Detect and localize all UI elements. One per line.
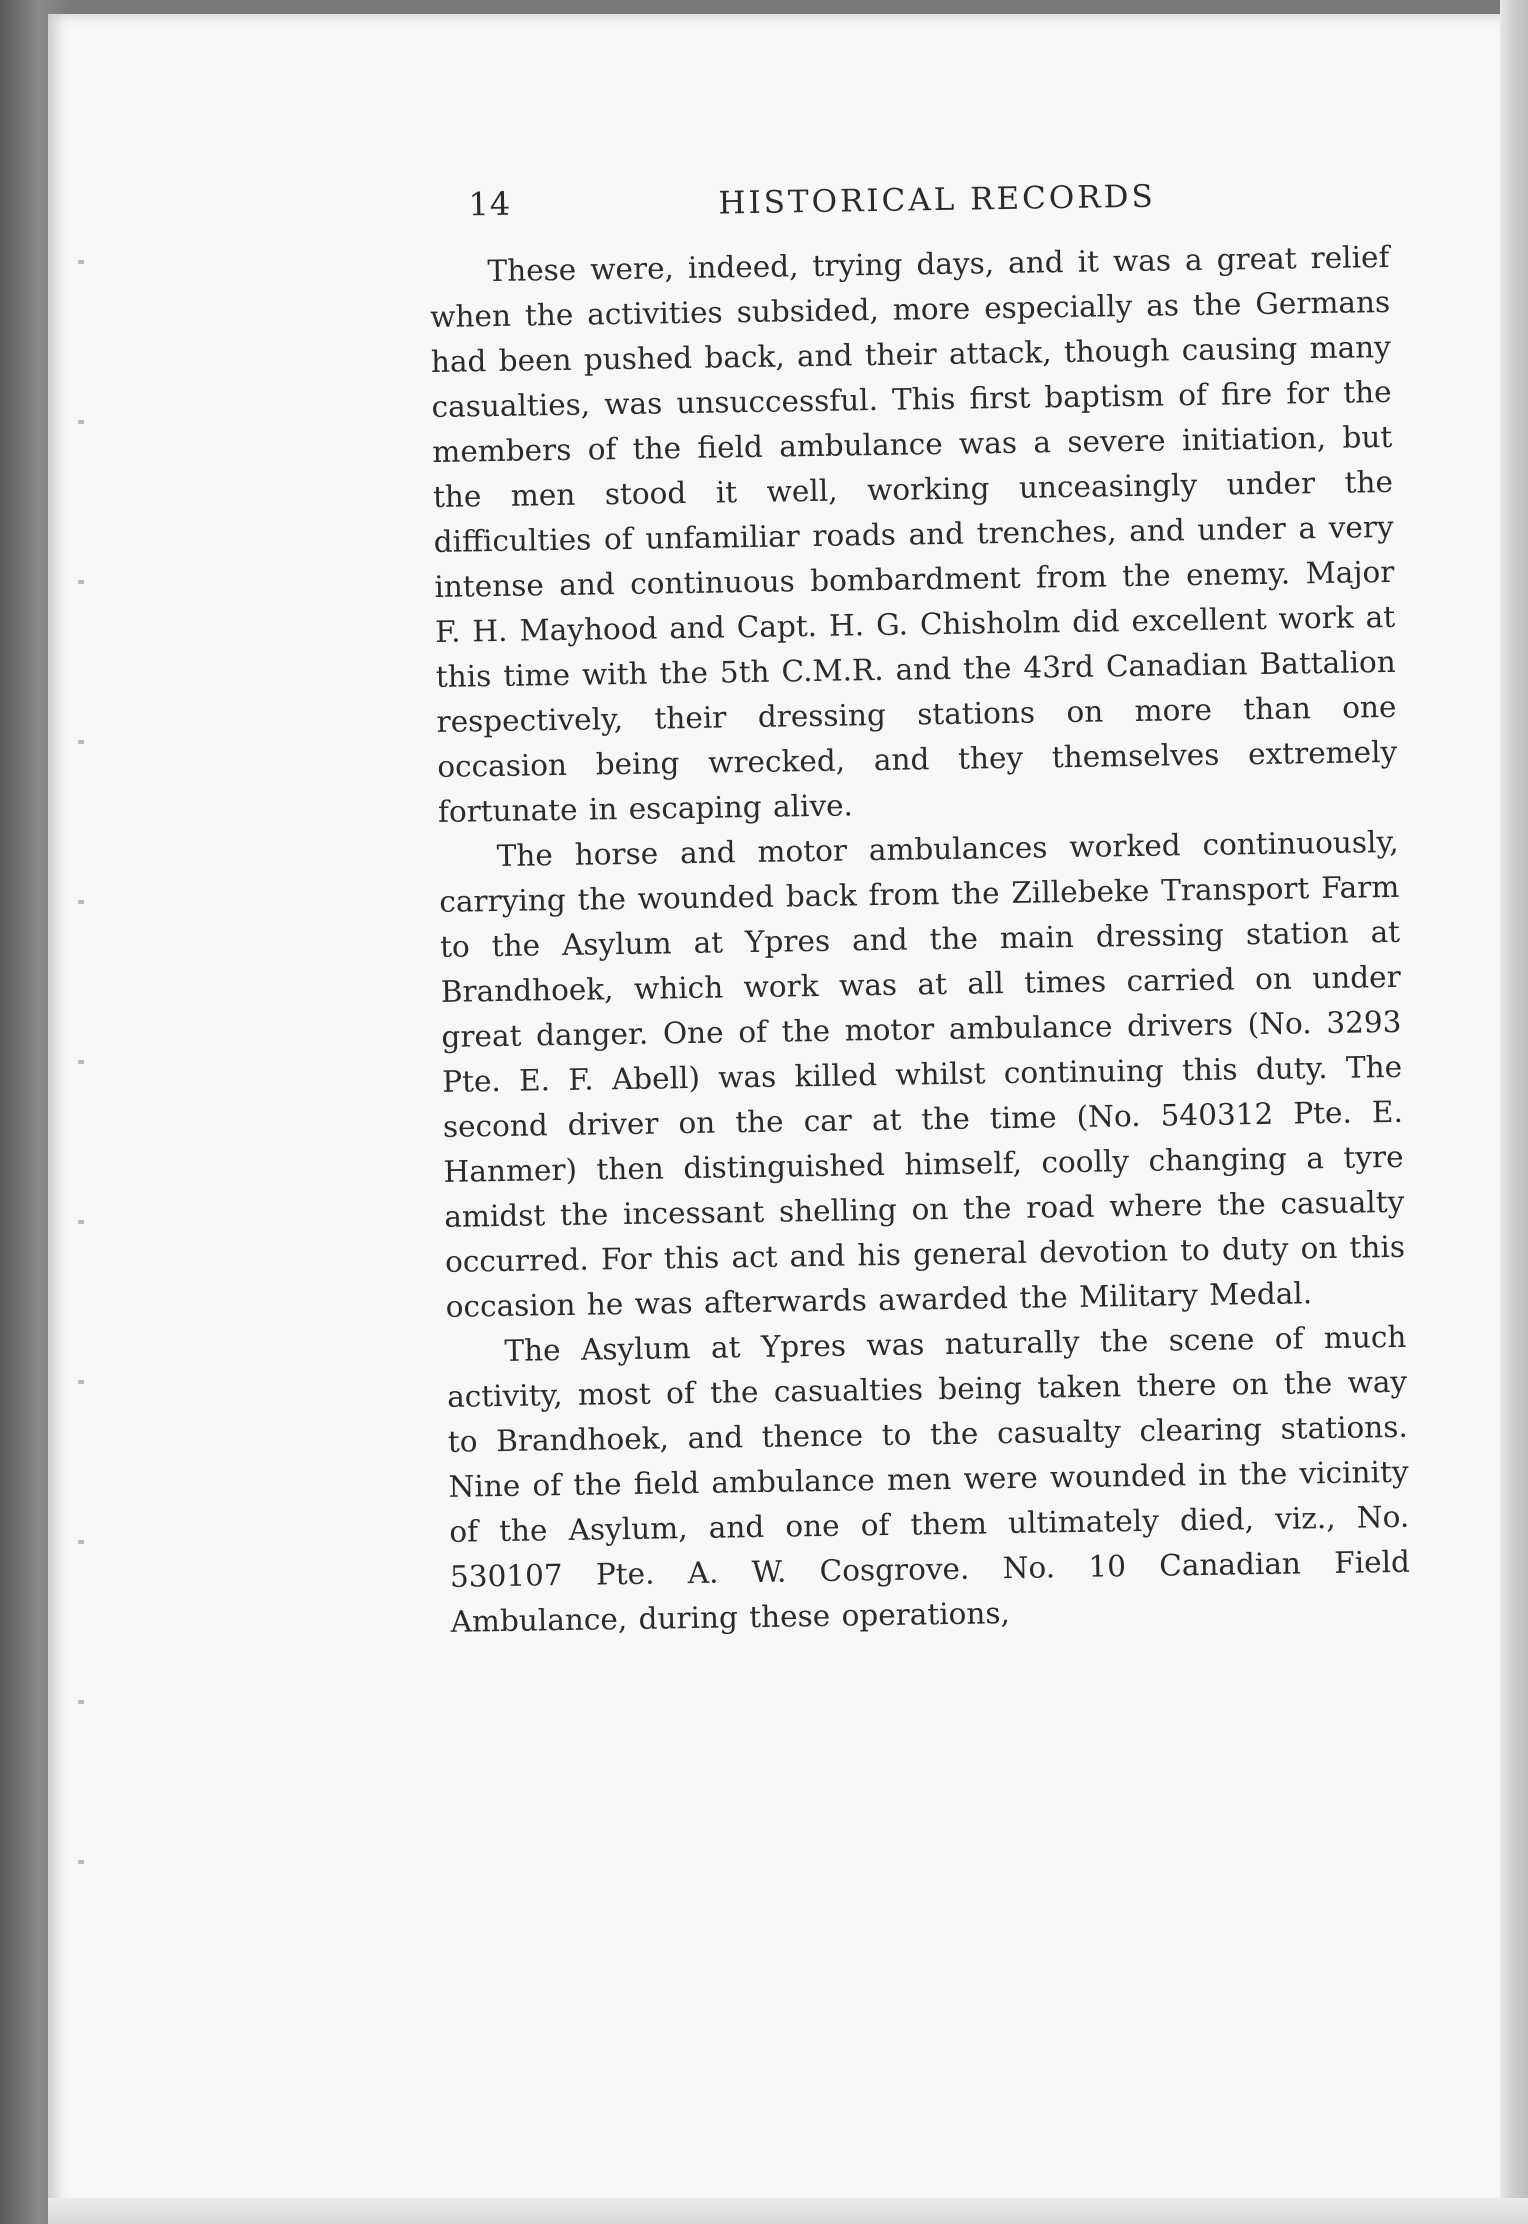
- paragraph-3: The Asylum at Ypres was naturally the scene of much activity, most of the casualties being taken there on the way to Brandhoek, and thence to the casualty clearing stations. Nine of the field ambulance men were wounded in the vicinity of the Asylum, and one of them ultimately died, viz., No. 530107 Pte. A. W. Cosgrove. No. 10 Canadian Field Ambulance, during these operations,: [446, 1319, 1411, 1639]
- paragraph-2: The horse and motor ambulances worked continuously, carrying the wounded back from the Zillebeke Transport Farm to the Asylum at Ypres and the main dressing station at Brandhoek, which work was at all times carried on under great danger. One of the motor ambulance drivers (No. 3293 Pte. E. F. Abell) was killed whilst continuing this duty. The second driver on the car at the time (No. 540312 Pte. E. Hanmer) then distinguished himself, coolly changing a tyre amidst the incessant shelling on the road where the casualty occurred. For this act and his general devotion to duty on this occasion he was afterwards awarded the Military Medal.: [439, 824, 1406, 1324]
- binding-marks: [78, 200, 84, 1900]
- page-header: [428, 161, 1389, 250]
- page-edge: [1500, 0, 1528, 2224]
- paragraph-1: These were, indeed, trying days, and it was a great relief when the activities subsided, more especially as the Germans had been pushed back, and their attack, though causing many casualties, was unsuccessful. This first baptism of fire for the members of the field ambulance was a severe initiation, but the men stood it well, working unceasingly under the difficulties of unfamiliar roads and trenches, and under a very intense and continuous bombardment from the enemy. Major F. H. Mayhood and Capt. H. G. Chisholm did excellent work at this time with the 5th C.M.R. and the 43rd Canadian Battalion respectively, their dressing stations on more than one occasion being wrecked, and they themselves extremely fortunate in escaping alive.: [429, 239, 1398, 829]
- page-bottom-edge: [48, 2198, 1528, 2224]
- running-title: HISTORICAL RECORDS: [718, 178, 1156, 222]
- page-text: [428, 161, 1411, 1645]
- page-number: 14: [468, 184, 512, 224]
